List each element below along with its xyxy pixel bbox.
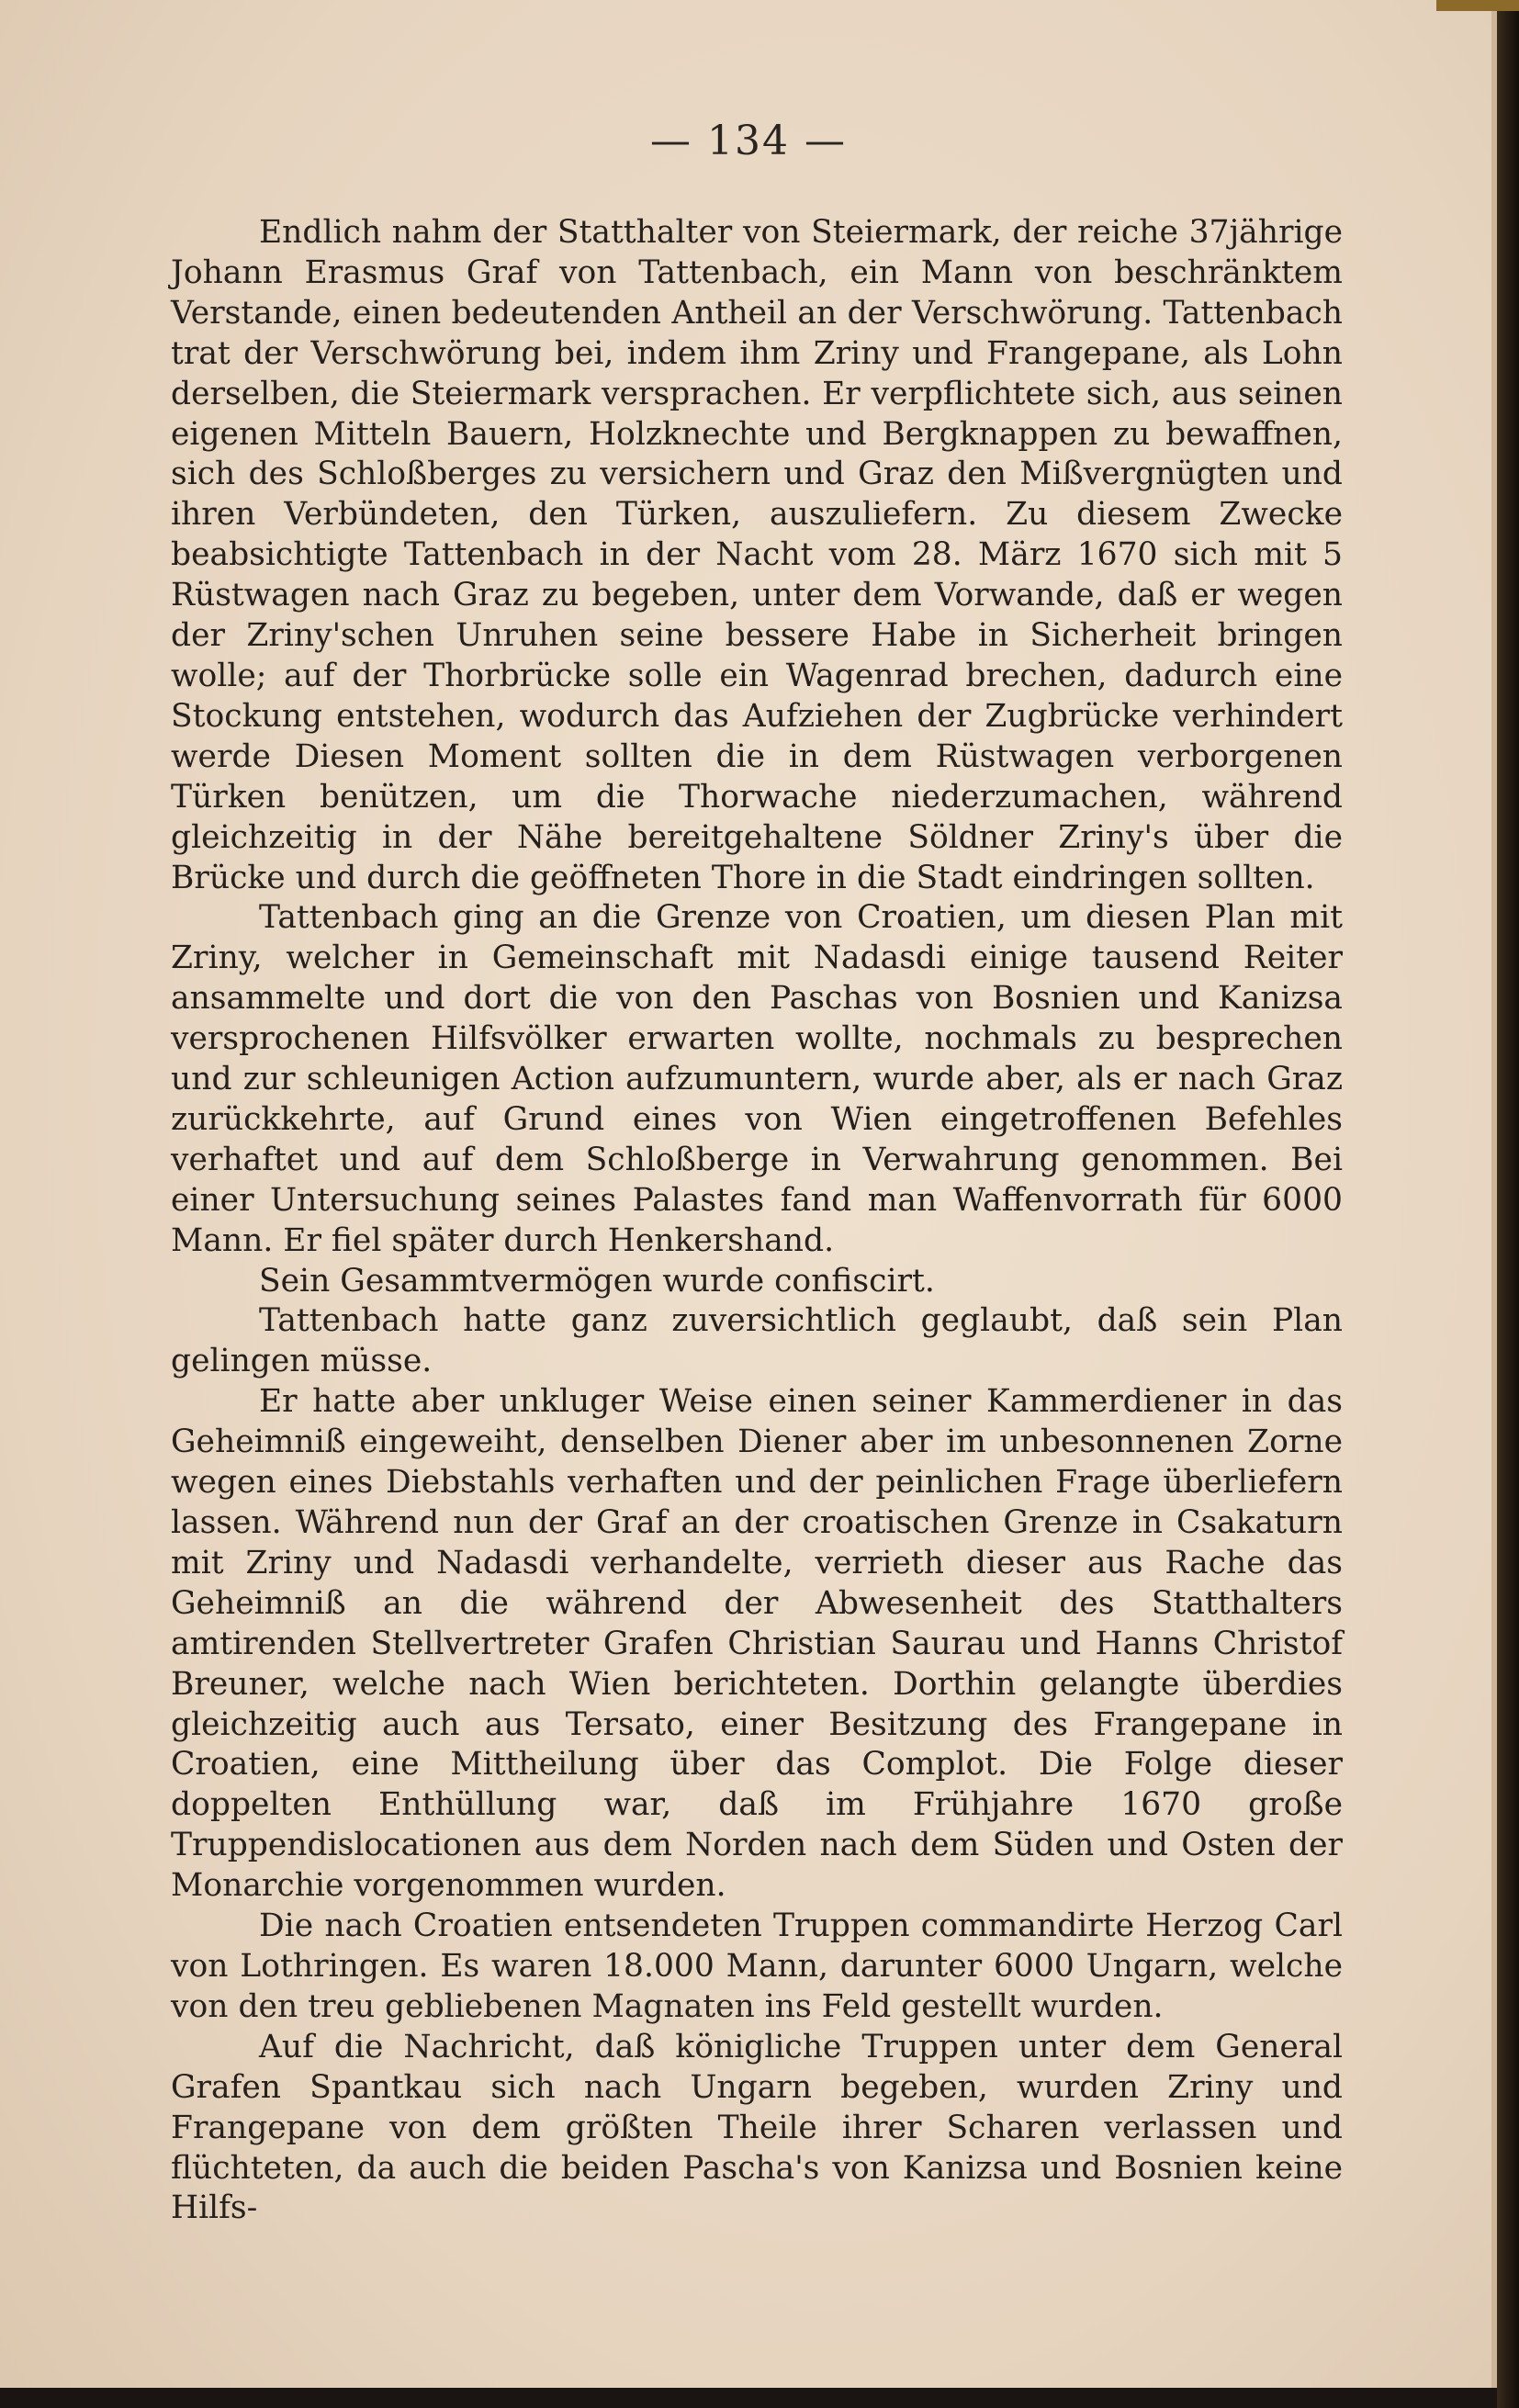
paragraph-7: Auf die Nachricht, daß königliche Truppen unter dem General Grafen Spantkau sich nach Ungarn begeben, wurden Zriny und Frangepane von dem größten Theile ihrer Scharen verlassen und flüchteten, da auch die beiden Pascha's von Kanizsa und Bosnien keine Hilfs-	[171, 2028, 1343, 2227]
page-number: — 134 —	[650, 118, 847, 164]
paragraph-6: Die nach Croatien entsendeten Truppen commandirte Herzog Carl von Lothringen. Es waren 18.000 Mann, darunter 6000 Ungarn, welche von den treu gebliebenen Magnaten ins Feld gestellt wurden.	[171, 1907, 1343, 2025]
gilt-edge-decoration	[1436, 0, 1519, 11]
book-binding-edge	[1497, 0, 1519, 2408]
body-text	[171, 213, 1343, 2229]
paragraph-4: Tattenbach hatte ganz zuversichtlich geglaubt, daß sein Plan gelingen müsse.	[171, 1302, 1343, 1380]
paragraph-5: Er hatte aber unkluger Weise einen seiner Kammerdiener in das Geheimniß eingeweiht, denselben Diener aber im unbesonnenen Zorne wegen eines Diebstahls verhaften und der peinlichen Frage überliefern lassen. Während nun der Graf an der croatischen Grenze in Csakaturn mit Zriny und Nadasdi verhandelte, verrieth dieser aus Rache das Geheimniß an die während der Abwesenheit des Statthalters amtirenden Stellvertreter Grafen Christian Saurau und Hanns Christof Breuner, welche nach Wien berichteten. Dorthin gelangte überdies gleichzeitig auch aus Tersato, einer Besitzung des Frangepane in Croatien, eine Mittheilung über das Complot. Die Folge dieser doppelten Enthüllung war, daß im Frühjahre 1670 große Truppendislocationen aus dem Norden nach dem Süden und Osten der Monarchie vorgenommen wurden.	[171, 1383, 1343, 1905]
paragraph-1: Endlich nahm der Statthalter von Steiermark, der reiche 37jährige Johann Erasmus Graf von Tattenbach, ein Mann von beschränktem Verstande, einen bedeutenden Antheil an der Verschwörung. Tattenbach trat der Verschwörung bei, indem ihm Zriny und Frangepane, als Lohn derselben, die Steiermark versprachen. Er verpflichtete sich, aus seinen eigenen Mitteln Bauern, Holzknechte und Bergknappen zu bewaffnen, sich des Schloßberges zu versichern und Graz den Mißvergnügten und ihren Verbündeten, den Türken, auszuliefern. Zu diesem Zwecke beabsichtigte Tattenbach in der Nacht vom 28. März 1670 sich mit 5 Rüstwagen nach Graz zu begeben, unter dem Vorwande, daß er wegen der Zriny'schen Unruhen seine bessere Habe in Sicherheit bringen wolle; auf der Thorbrücke solle ein Wagenrad brechen, dadurch eine Stockung entstehen, wodurch das Aufziehen der Zugbrücke verhindert werde Diesen Moment sollten die in dem Rüstwagen verborgenen Türken benützen, um die Thorwache niederzumachen, während gleichzeitig in der Nähe bereitgehaltene Söldner Zriny's über die Brücke und durch die geöffneten Thore in die Stadt eindringen sollten.	[171, 214, 1343, 896]
paragraph-3: Sein Gesammtvermögen wurde confiscirt.	[259, 1262, 935, 1300]
paragraph-2: Tattenbach ging an die Grenze von Croatien, um diesen Plan mit Zriny, welcher in Gemeinschaft mit Nadasdi einige tausend Reiter ansammelte und dort die von den Paschas von Bosnien und Kanizsa versprochenen Hilfsvölker erwarten wollte, nochmals zu besprechen und zur schleunigen Action aufzumuntern, wurde aber, als er nach Graz zurückkehrte, auf Grund eines von Wien eingetroffenen Befehles verhaftet und auf dem Schloßberge in Verwahrung genommen. Bei einer Untersuchung seines Palastes fand man Waffenvorrath für 6000 Mann. Er fiel später durch Henkershand.	[171, 899, 1343, 1259]
